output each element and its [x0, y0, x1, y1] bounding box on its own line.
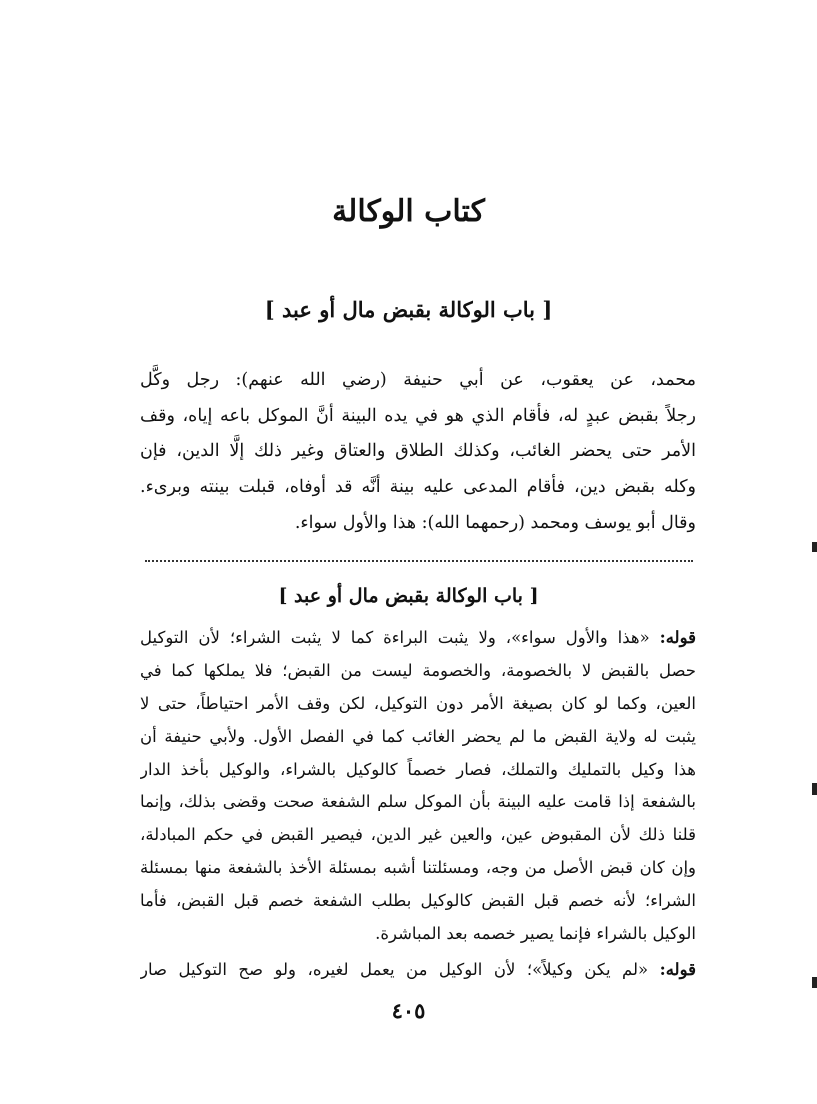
matn-line: الأمر حتى يحضر الغائب، وكذلك الطلاق والعتاق وغير ذلك إلَّا الدين، فإن: [140, 441, 696, 462]
commentary-line-text: «لم يكن وكيلاً»؛ لأن الوكيل من يعمل لغيره، ولو صح التوكيل صار: [140, 960, 649, 979]
commentary-lead: قوله:: [659, 960, 696, 979]
commentary-line: الوكيل بالشراء فإنما يصير خصمه بعد المباشرة.: [375, 924, 696, 944]
matn-line: وكله بقبض دين، فأقام المدعى عليه بينة أنَّه قد أوفاه، قبلت بينته وبرىء.: [140, 477, 696, 498]
commentary-text-2: [140, 953, 696, 987]
chapter-heading: [ باب الوكالة بقبض مال أو عبد ]: [264, 297, 553, 322]
matn-line: وقال أبو يوسف ومحمد (رحمهما الله): هذا والأول سواء.: [294, 512, 696, 533]
commentary-line: حصل بالقبض لا بالخصومة، والخصومة ليست من القبض؛ فلا يملكها كما في: [140, 660, 696, 680]
book-title: كتاب الوكالة: [332, 194, 485, 229]
scan-edge-mark: [812, 977, 817, 988]
matn-text: [140, 363, 696, 541]
commentary-lead: قوله:: [659, 628, 696, 647]
commentary-line: وإن كان قبض الأصل من وجه، ومسئلتنا أشبه بمسئلة الأخذ بالشفعة منها بمسئلة: [140, 858, 696, 878]
commentary-line: يثبت له ولاية القبض ما لم يحضر الغائب كما في الفصل الأول. ولأبي حنيفة أن: [140, 726, 696, 746]
commentary-line: العين، وكما لو كان بصيغة الأمر دون التوكيل، لكن وقف الأمر احتياطاً، حتى لا: [140, 693, 696, 713]
page-number: ٤٠٥: [391, 998, 426, 1023]
commentary-line: الشراء؛ لأنه خصم قبل القبض كالوكيل بطلب الشفعة خصم قبل القبض، فأما: [140, 891, 696, 911]
commentary-text: [140, 622, 696, 951]
matn-line: محمد، عن يعقوب، عن أبي حنيفة (رضي الله عنهم): رجل وكَّل: [140, 370, 696, 390]
commentary-line: قوله: «هذا والأول سواء»، ولا يثبت البراءة كما لا يثبت الشراء؛ لأن التوكيل: [140, 628, 696, 647]
dotted-separator: [145, 560, 693, 564]
scan-edge-mark: [812, 783, 817, 795]
matn-line: رجلاً بقبض عبدٍ له، فأقام الذي هو في يده البينة أنَّ الموكل باعه إياه، وقف: [140, 405, 696, 426]
commentary-line-text: هذا والأول سواء»، ولا يثبت البراءة كما لا يثبت الشراء؛ لأن التوكيل: [140, 628, 640, 647]
commentary-line: قلنا ذلك لأن المقبوض عين، والعين غير الدين، فيصير القبض في حكم المبادلة،: [140, 825, 696, 845]
commentary-line: بالشفعة إذا قامت عليه البينة بأن الموكل سلم الشفعة صحت وقضى بذلك، وإنما: [140, 792, 696, 812]
scan-edge-mark: [812, 542, 817, 552]
commentary-line: [140, 953, 696, 987]
commentary-heading: [ باب الوكالة بقبض مال أو عبد ]: [278, 585, 539, 607]
commentary-line: هذا وكيل بالتمليك والتملك، فصار خصماً كالوكيل بالشراء، والوكيل بأخذ الدار: [140, 759, 696, 779]
